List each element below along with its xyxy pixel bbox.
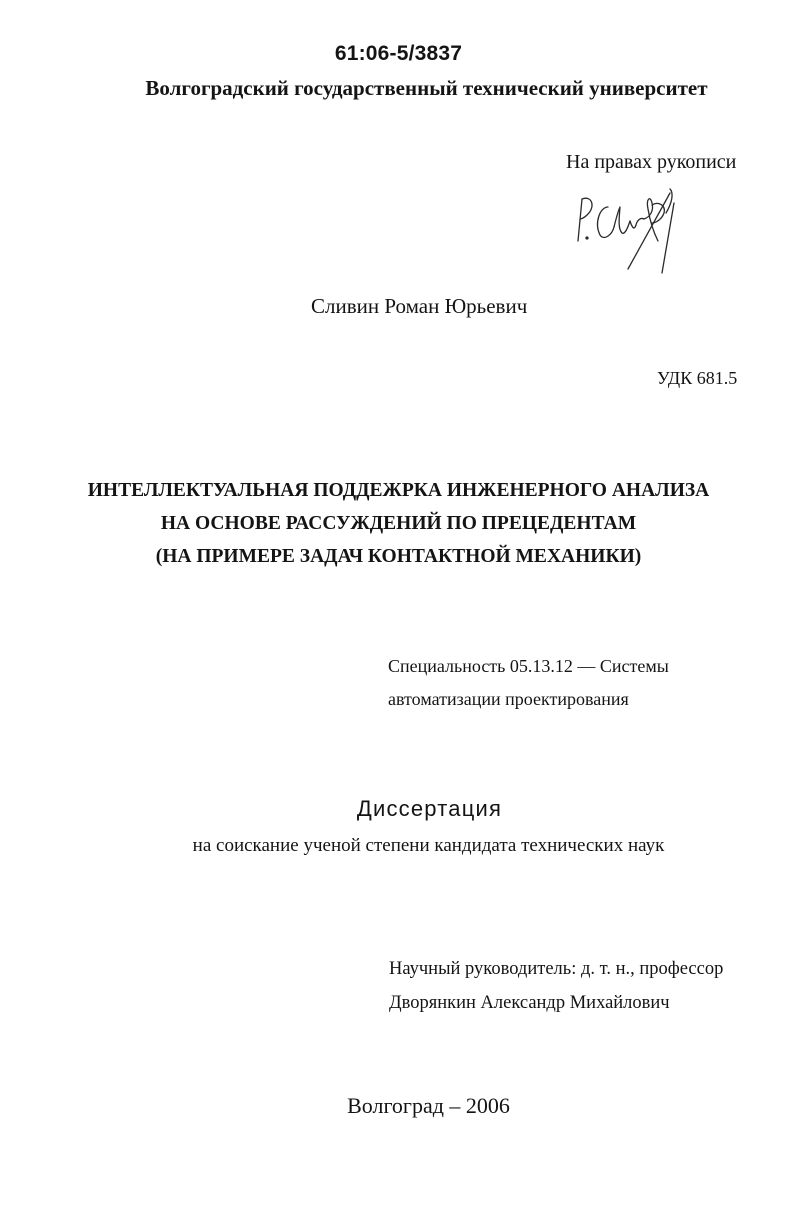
- work-type: Диссертация: [356, 796, 503, 821]
- title-line-3: (НА ПРИМЕРЕ ЗАДАЧ КОНТАКТНОЙ МЕХАНИКИ): [155, 546, 642, 567]
- udc-code: УДК 681.5: [657, 368, 738, 388]
- supervisor-line-1: Научный руководитель: д. т. н., профессор: [389, 959, 724, 979]
- degree-sought: на соискание ученой степени кандидата технических наук: [192, 835, 665, 856]
- speciality: [388, 650, 669, 716]
- speciality-line-1: Специальность 05.13.12 — Системы: [388, 656, 669, 676]
- title-line-1: ИНТЕЛЛЕКТУАЛЬНАЯ ПОДДЕЖРКА ИНЖЕНЕРНОГО АНАЛИЗА: [87, 480, 710, 501]
- author-signature: [570, 183, 685, 298]
- author-name: Сливин Роман Юрьевич: [311, 294, 528, 318]
- scientific-supervisor: [389, 952, 723, 1020]
- dissertation-title: [0, 474, 797, 573]
- catalog-number: 61:06-5/3837: [334, 42, 463, 65]
- speciality-line-2: автоматизации проектирования: [388, 689, 629, 709]
- university-name: Волгоградский государственный технический университет: [145, 76, 708, 100]
- manuscript-rights-note: На правах рукописи: [566, 151, 737, 173]
- place-and-year: Волгоград – 2006: [347, 1093, 510, 1118]
- title-line-2: НА ОСНОВЕ РАССУЖДЕНИЙ ПО ПРЕЦЕДЕНТАМ: [160, 513, 637, 534]
- supervisor-line-2: Дворянкин Александр Михайлович: [389, 993, 670, 1013]
